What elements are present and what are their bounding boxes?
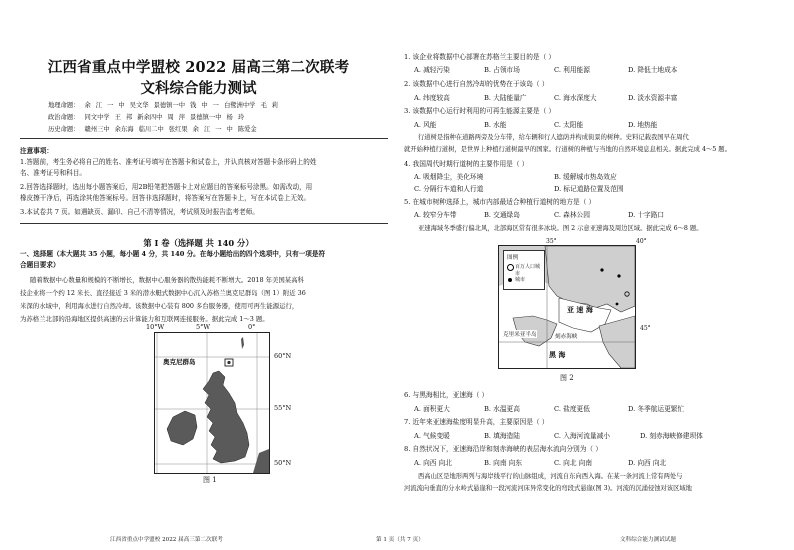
divider — [20, 138, 388, 139]
exam-subtitle: 文科综合能力测试 — [140, 80, 257, 97]
option: A. 减轻污染 — [414, 66, 450, 74]
option: B. 水能 — [484, 121, 507, 129]
option: B. 向南 向东 — [484, 459, 523, 467]
question-2: 2. 该数据中心进行自然冷却的优势在于该岛（ ） — [404, 80, 549, 88]
option: D. 标记道路位置及范围 — [554, 185, 624, 193]
passage-line: 随着数据中心数量和规模的不断增长，数据中心服务器的散热能耗不断增大。2018 年美国某高科 — [30, 276, 304, 284]
passage-line: 亚速海域冬季盛行偏北风，北部海区常有很多冰块。图 2 示意亚速海及周边区域。据此完成 6～8 题。 — [418, 225, 703, 232]
option: D. 降低土地成本 — [628, 66, 678, 74]
lon-label: 35° — [546, 238, 557, 245]
crimea-label: 克里米亚半岛 — [503, 332, 537, 338]
passage-line: 西高山区是地形两列与海岸线平行的山脉组成，河流自东向西入海。在某一条河流上常有两处与 — [418, 473, 683, 480]
map-legend — [503, 250, 545, 290]
lon-label: 10°W — [146, 323, 165, 331]
passage-line: 就开始种植行道树，是世界上种植行道树最早的国家。行道树的种植与当地的自然环境息息相关。据此完成 4～5 题。 — [404, 146, 731, 153]
question-intro: 一、选择题（本大题共 35 小题，每小题 4 分，共 140 分。在每小题给出的四个选项中，只有一项是符 — [20, 250, 326, 258]
exam-title: 江西省重点中学盟校 2022 届高三第二次联考 — [47, 59, 350, 76]
option: C. 入海河流量减小 — [554, 432, 610, 440]
lat-label: 55°N — [274, 404, 292, 412]
option: A. 风能 — [414, 121, 437, 129]
passage-line: 行道树是指种在道路两旁及分车带，给车辆和行人遮荫并构成街景的树种。史料记载我国早在周代 — [418, 134, 689, 141]
passage-line: 米深的水域中，利用海水进行自然冷却。该数据中心装有 800 多台服务器，使用可再生能源运行， — [20, 302, 299, 310]
option: A. 面积更大 — [414, 405, 450, 413]
passage-line: 河流流向垂直的分水岭式悬崖和一段河流河床异常变化的弯段式悬崖(图 3)。河流的沉涌侵蚀对该区域地 — [404, 485, 692, 492]
lat-label: 60°N — [274, 352, 292, 360]
option: D. 冬季航运更繁忙 — [628, 405, 685, 413]
option: D. 地热能 — [628, 121, 658, 129]
lon-label: 40° — [636, 238, 647, 245]
notice-title: 注意事项： — [20, 147, 53, 155]
notice-line: 2.回答选择题时，选出每小题答案后，用2B铅笔把答题卡上对应题目的答案标号涂黑。如需改动，用 — [20, 183, 313, 191]
option: D. 向西 向北 — [628, 459, 667, 467]
notice-line: 1.答题前，考生务必将自己的姓名、准考证号填写在答题卡和试卷上，并认真核对答题卡条形码上的姓 — [20, 158, 317, 166]
option: C. 分隔行车道和人行道 — [414, 185, 484, 193]
passage-line: 技企业将一个约 12 米长、直径接近 3 米的潜水艇式数据中心沉入苏格兰奥克尼群岛（图 1）附近 36 — [20, 289, 306, 297]
option: B. 填海造陆 — [484, 432, 520, 440]
option: C. 森林公园 — [554, 211, 590, 219]
option: C. 海水深度大 — [554, 94, 597, 102]
option: B. 水温更高 — [484, 405, 520, 413]
footer-right: 文科综合能力测试试题 — [620, 537, 676, 543]
figure-caption: 图 2 — [560, 374, 574, 382]
question-7: 7. 近年来亚速海盐度明显升高，主要原因是（ ） — [404, 418, 549, 426]
lon-label: 0° — [248, 323, 256, 331]
map-british-isles — [154, 332, 270, 474]
notice-line: 橡皮擦干净后，再选涂其他答案标号。回答非选择题时，将答案写在答题卡上，写在本试卷上无效。 — [20, 194, 311, 202]
question-5: 5. 在城市树种选择上，城市内部最适合种植行道树的地方是（ ） — [404, 198, 596, 206]
option: A. 向西 向北 — [414, 459, 452, 467]
footer-page-number: 第 1 页（共 7 页） — [376, 537, 424, 543]
azov-sea-label: 亚 速 海 — [567, 305, 593, 314]
legend-big-city-icon — [507, 264, 514, 271]
option: B. 缓解城市热岛效应 — [554, 173, 617, 181]
option: C. 盐度更低 — [554, 405, 590, 413]
question-3: 3. 该数据中心运行时利用的可再生能源主要是（ ） — [404, 107, 556, 115]
section-title: 第 I 卷（选择题 共 140 分） — [143, 238, 254, 248]
option: D. 淡水资源丰富 — [628, 94, 678, 102]
legend-city-label: 城市 — [515, 277, 526, 283]
lat-label: 50°N — [274, 459, 292, 467]
divider — [20, 223, 388, 224]
option: A. 气候变暖 — [414, 432, 450, 440]
legend-big-city-label: 百万人口城市 — [515, 264, 541, 277]
option: A. 较窄分车带 — [414, 211, 457, 219]
staff-geo: 地理命题： 余 江 一 中 吴文华 景德镇一中 钱 中 一 白鹭洲中学 毛 莉 — [48, 102, 279, 109]
option: C. 太阳能 — [554, 121, 584, 129]
question-8: 8. 自然状况下，亚速海沿岸和刻赤海峡的表层海水流向分别为（ ） — [404, 445, 602, 453]
option: C. 利用能源 — [554, 66, 590, 74]
option: C. 向北 向南 — [554, 459, 593, 467]
map-azov-sea — [498, 245, 636, 369]
option: D. 刻赤海峡修建坝体 — [640, 432, 703, 440]
legend-city-icon — [508, 278, 512, 282]
question-6: 6. 与黑海相比，亚速海（ ） — [404, 391, 489, 399]
question-1: 1. 该企业将数据中心部署在苏格兰主要目的是（ ） — [404, 53, 556, 61]
option: A. 吸烟降尘，美化环境 — [414, 173, 484, 181]
option: B. 占领市场 — [484, 66, 520, 74]
option: D. 十字路口 — [628, 211, 665, 219]
option: B. 交通绿岛 — [484, 211, 520, 219]
map-svg — [155, 333, 269, 473]
staff-history: 历史命题： 赣州三中 余东海 临川二中 张红果 余 江 一 中 陈爱金 — [48, 126, 257, 133]
passage-line: 为苏格兰北部的沿海地区提供高速的云计算能力和互联网连接服务。据此完成 1～3 题。 — [20, 315, 269, 323]
figure-caption: 图 1 — [203, 476, 217, 484]
footer-left: 江西省重点中学盟校 2022 届高三第二次联考 — [110, 537, 223, 543]
option: A. 纬度较高 — [414, 94, 450, 102]
notice-line: 3.本试卷共 7 页。如遇缺页、漏印、自己不清等情况，考试须及时报告监考老师。 — [20, 208, 259, 216]
lon-label: 5°W — [196, 323, 211, 331]
option: B. 大陆能量广 — [484, 94, 527, 102]
lat-label: 45° — [640, 325, 651, 332]
legend-title: 图例 — [507, 255, 519, 261]
kerch-strait-label: 刻赤海峡 — [555, 334, 578, 340]
staff-politics: 政治命题： 同文中学 王 邦 新余四中 周 萍 景德镇一中 杨 玲 — [48, 114, 245, 121]
question-4: 4. 我国周代时期行道树的主要作用是（ ） — [404, 160, 529, 168]
orkney-label: 奥克尼群岛 — [163, 358, 196, 366]
question-intro-cont: 合题目要求） — [20, 261, 60, 269]
black-sea-label: 黑 海 — [549, 350, 566, 359]
notice-line: 名、准考证号和科目。 — [20, 169, 86, 177]
